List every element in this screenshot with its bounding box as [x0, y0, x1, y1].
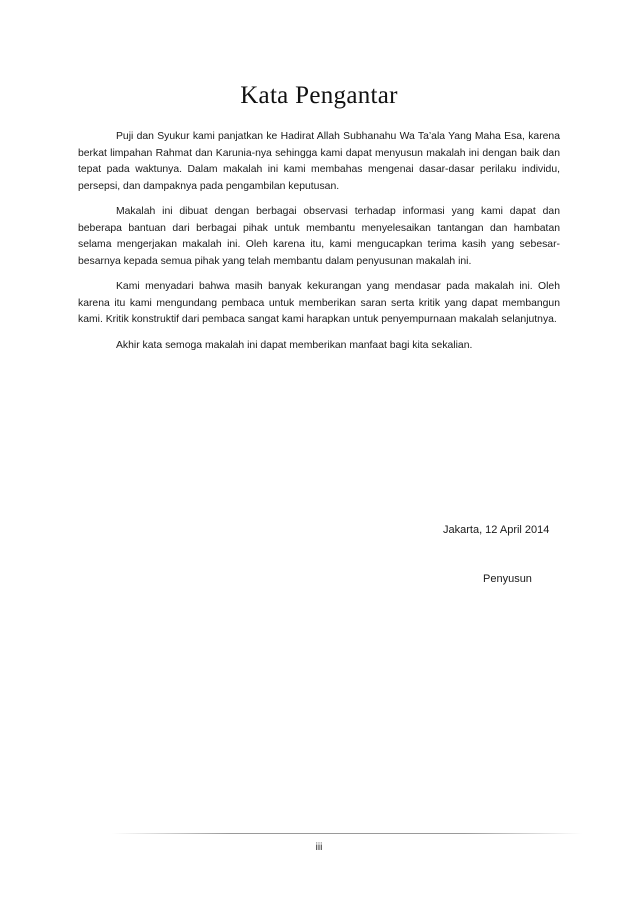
- signature-name: Penyusun: [483, 573, 532, 585]
- paragraph-4: Akhir kata semoga makalah ini dapat memberikan manfaat bagi kita sekalian.: [116, 339, 473, 351]
- body-text: [78, 129, 560, 363]
- page-number: iii: [315, 842, 323, 853]
- footer-divider: [112, 833, 582, 834]
- paragraph-3: Kami menyadari bahwa masih banyak kekurangan yang mendasar pada makalah ini. Oleh karena itu kami mengundang pembaca untuk memberikan saran serta kritik yang dapat membangun kami. Kritik konstruktif dari pembaca sangat kami harapkan untuk penyempurnaan makalah selanjutnya.: [78, 281, 560, 325]
- signature-place-date: Jakarta, 12 April 2014: [443, 524, 550, 536]
- paragraph-2: Makalah ini dibuat dengan berbagai observasi terhadap informasi yang kami dapat dan beberapa bantuan dari berbagai pihak untuk membantu menyelesaikan tantangan dan hambatan selama mengerjakan makalah ini. Oleh karena itu, kami mengucapkan terima kasih yang sebesar-besarnya kepada semua pihak yang telah membantu dalam penyusunan makalah ini.: [78, 206, 560, 267]
- page-title: Kata Pengantar: [240, 82, 398, 109]
- paragraph-1: Puji dan Syukur kami panjatkan ke Hadirat Allah Subhanahu Wa Ta’ala Yang Maha Esa, karena berkat limpahan Rahmat dan Karunia-nya sehingga kami dapat menyusun makalah ini dengan baik dan tepat pada waktunya. Dalam makalah ini kami membahas mengenai dasar-dasar perilaku individu, persepsi, dan dampaknya pada pengambilan keputusan.: [78, 131, 560, 192]
